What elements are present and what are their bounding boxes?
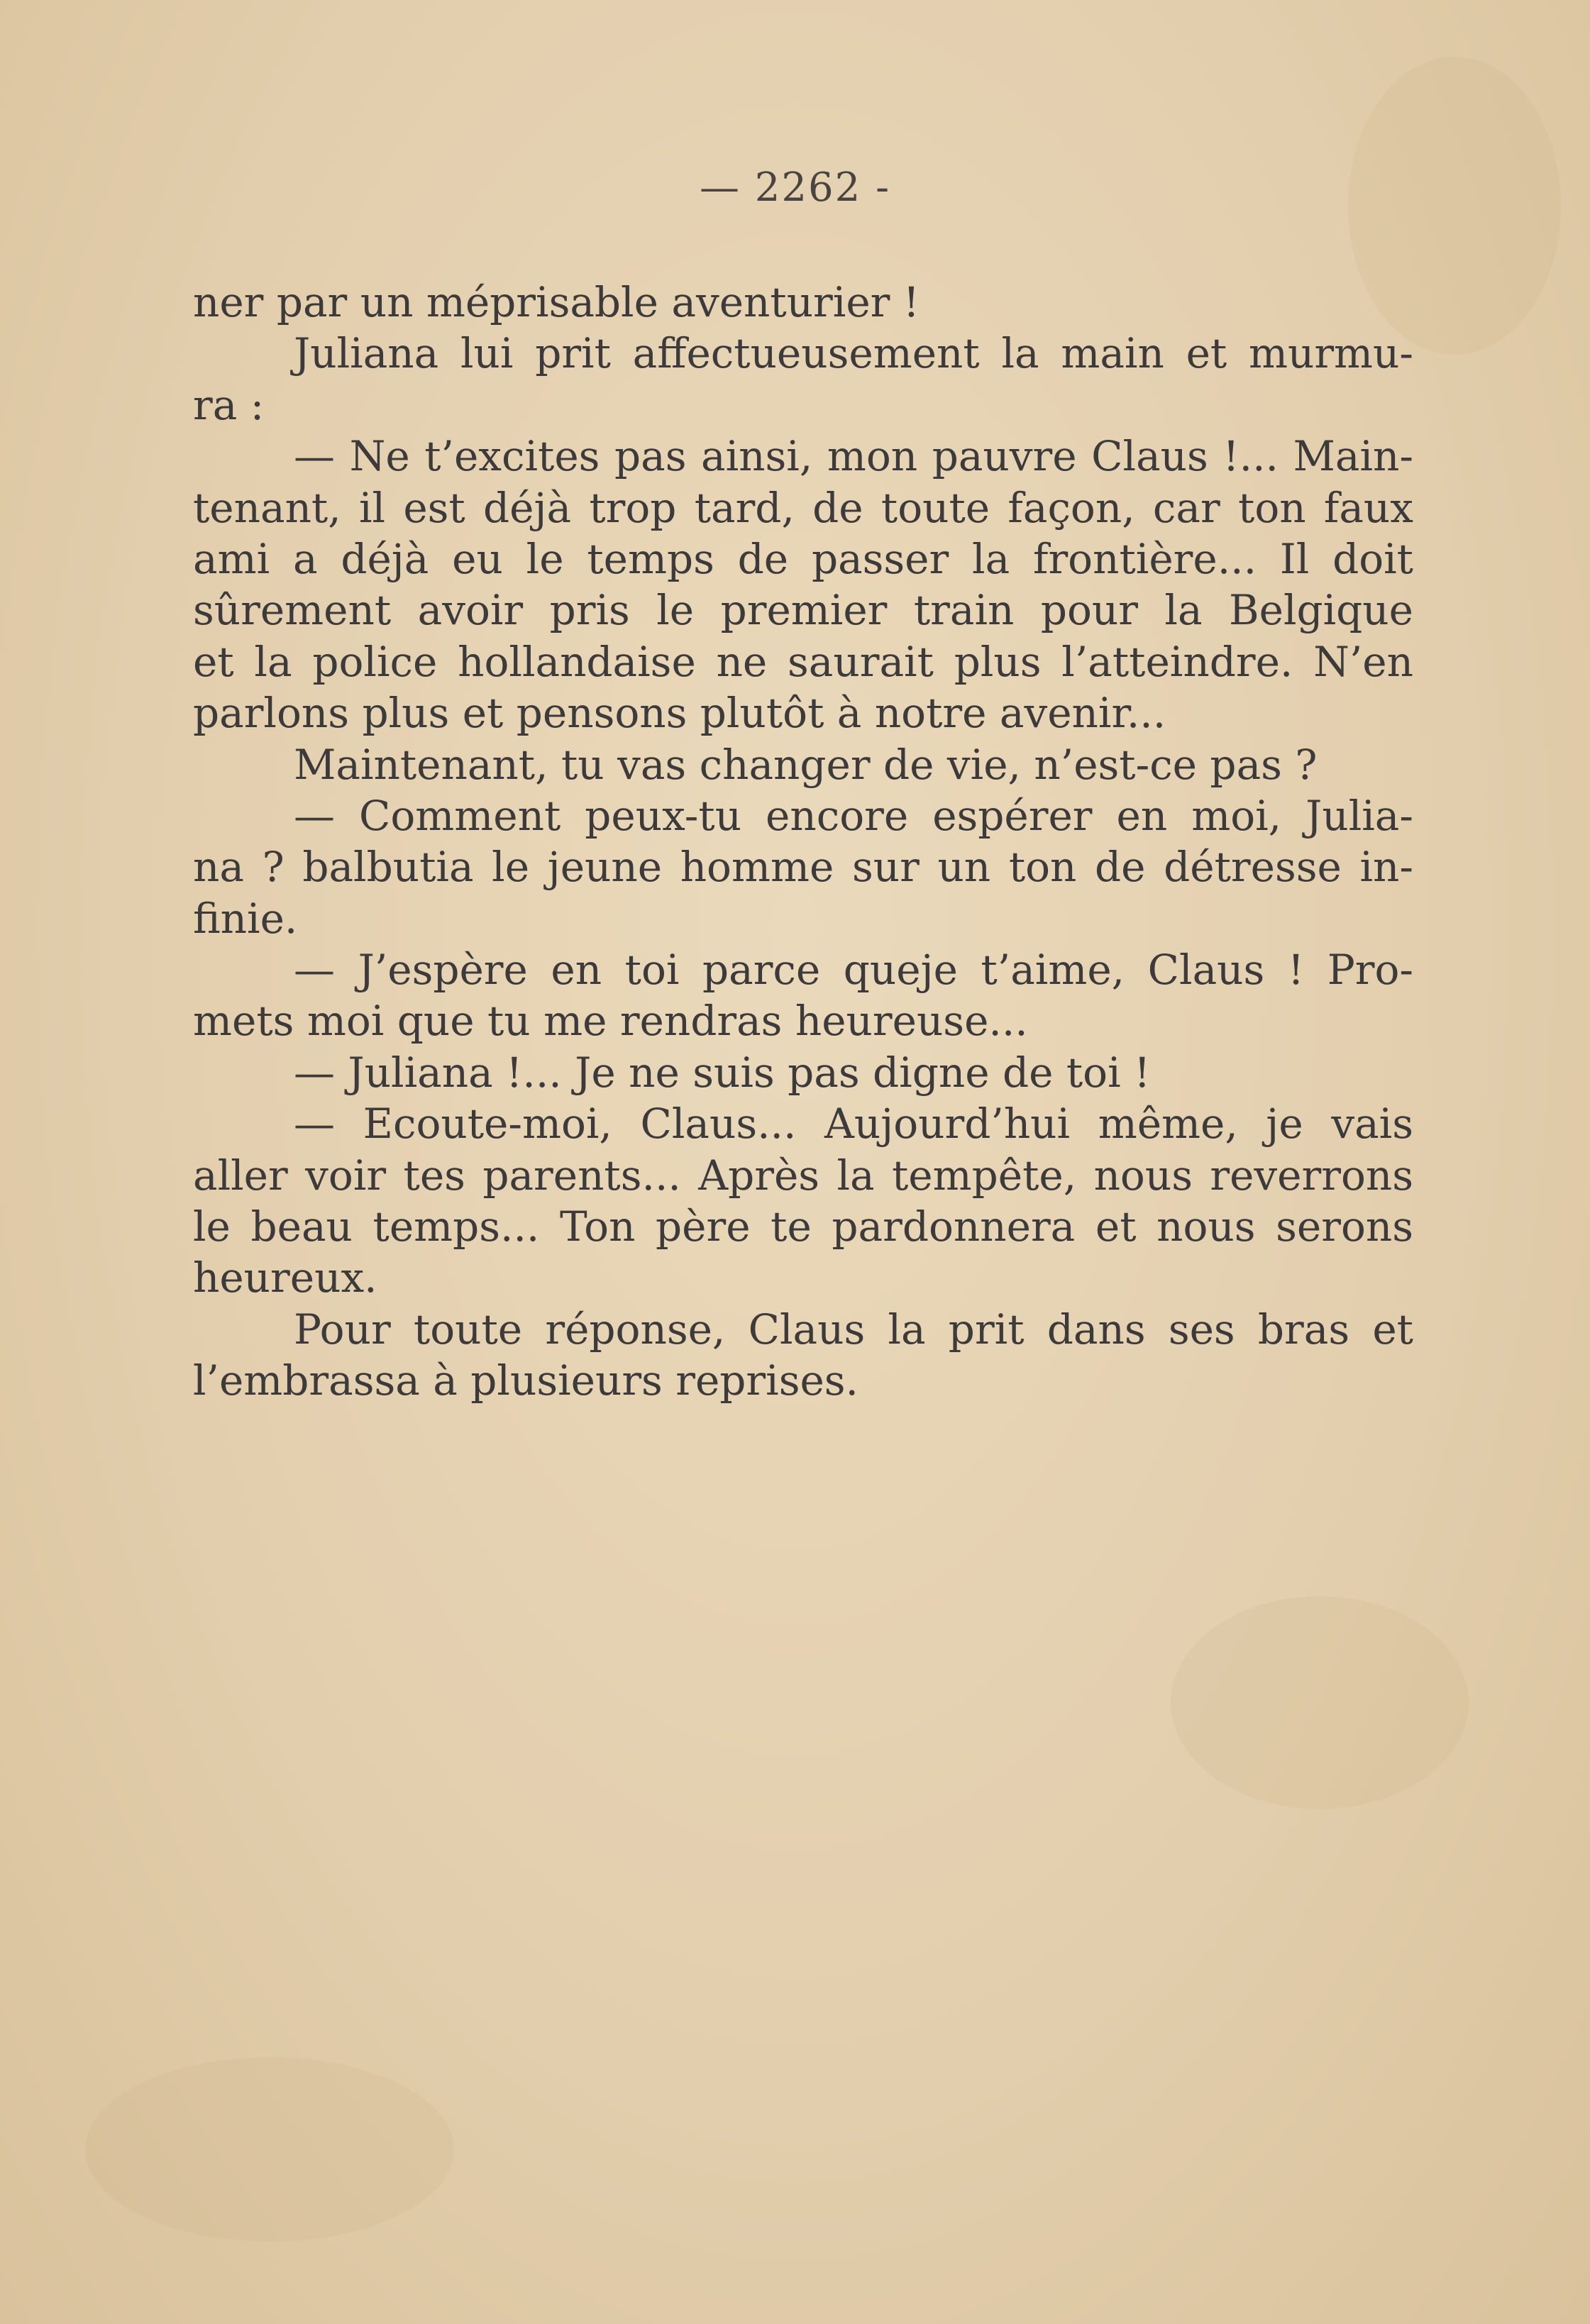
text-line: l’embrassa à plusieurs reprises.	[193, 1356, 859, 1405]
text-line: — Juliana !... Je ne suis pas digne de toi !	[294, 1048, 1151, 1097]
text-line: Pour toute réponse, Claus la prit dans ses bras et	[294, 1305, 1413, 1354]
page-number: — 2262 -	[699, 165, 891, 211]
text-line: Maintenant, tu vas changer de vie, n’est-ce pas ?	[294, 740, 1318, 789]
text-line: na ? balbutia le jeune homme sur un ton de détresse in-	[193, 843, 1413, 892]
text-line: finie.	[193, 894, 298, 943]
text-line: ner par un méprisable aventurier !	[193, 278, 920, 326]
text-line: — J’espère en toi parce queje t’aime, Claus ! Pro-	[294, 946, 1413, 995]
text-line: aller voir tes parents... Après la tempête, nous reverrons	[193, 1151, 1413, 1200]
text-line: et la police hollandaise ne saurait plus l’atteindre. N’en	[193, 637, 1413, 686]
text-line: Juliana lui prit affectueusement la main et murmu-	[294, 329, 1413, 378]
paper-stain	[85, 2057, 454, 2242]
text-line: — Ecoute-moi, Claus... Aujourd’hui même, je vais	[294, 1100, 1413, 1149]
text-line: sûrement avoir pris le premier train pour la Belgique	[193, 586, 1413, 635]
text-line: le beau temps... Ton père te pardonnera et nous serons	[193, 1202, 1413, 1251]
text-line: tenant, il est déjà trop tard, de toute façon, car ton faux	[193, 483, 1413, 532]
text-line: — Comment peux-tu encore espérer en moi, Julia-	[294, 791, 1413, 840]
text-block	[193, 277, 1413, 1407]
paper-stain	[1171, 1596, 1469, 1809]
text-line: heureux.	[193, 1254, 377, 1302]
text-line: mets moi que tu me rendras heureuse...	[193, 997, 1028, 1046]
text-line: parlons plus et pensons plutôt à notre avenir...	[193, 689, 1166, 738]
text-line: — Ne t’excites pas ainsi, mon pauvre Claus !... Main-	[294, 432, 1413, 481]
text-line: ra :	[193, 380, 265, 429]
text-line: ami a déjà eu le temps de passer la frontière... Il doit	[193, 534, 1413, 583]
